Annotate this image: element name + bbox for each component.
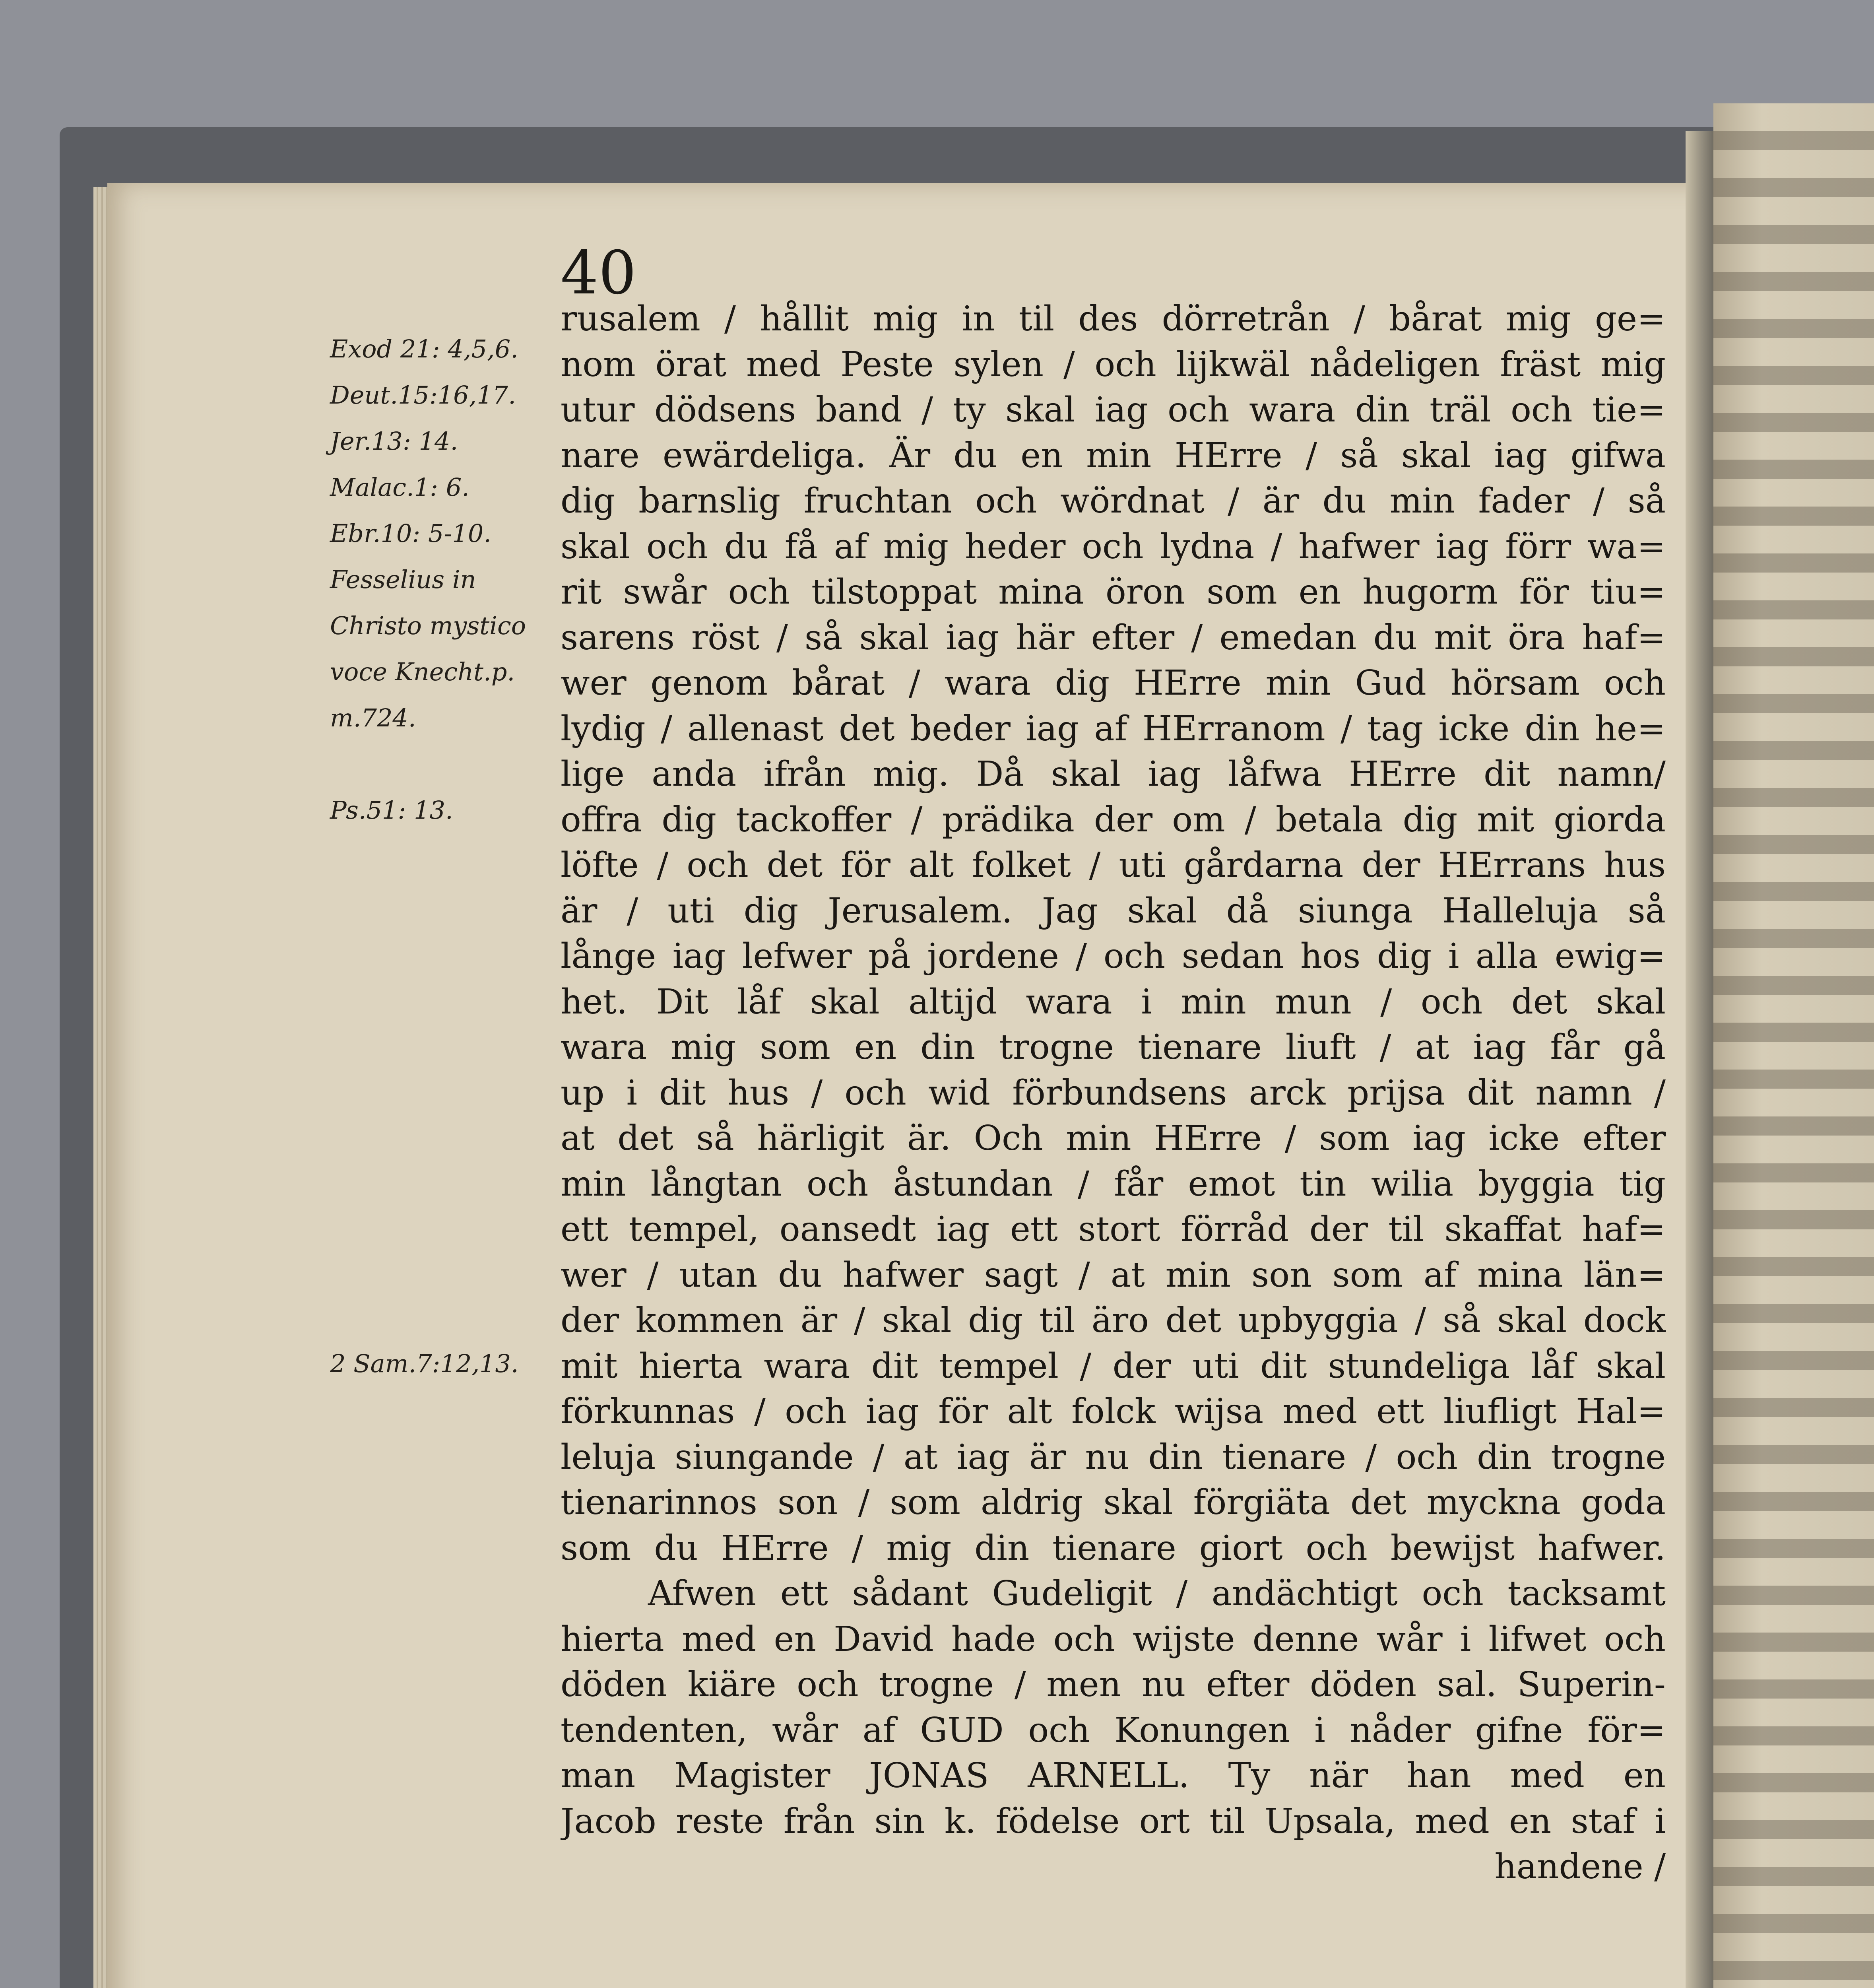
text-line: offra dig tackoffer / prädika der om / betala dig mit giorda: [561, 800, 1666, 840]
text-line: wer genom bårat / wara dig HErre min Gud hörsam och: [561, 663, 1666, 703]
text-line: dig barnslig fruchtan och wördnat / är du min fader / så: [561, 481, 1666, 521]
text-line: tienarinnos son / som aldrig skal förgiäta det myckna goda: [561, 1483, 1666, 1522]
text-line: sarens röst / så skal iag här efter / emedan du mit öra haf=: [561, 617, 1666, 658]
margin-note: Malac.1: 6.: [330, 473, 469, 502]
catchword-line: handene /: [1494, 1847, 1666, 1887]
text-line: wer / utan du hafwer sagt / at min son som af mina län=: [561, 1255, 1666, 1295]
text-line: man Magister JONAS ARNELL. Ty när han med en: [561, 1756, 1666, 1796]
text-line: långe iag lefwer på jordene / och sedan hos dig i alla ewig=: [561, 936, 1666, 976]
text-line: ett tempel, oansedt iag ett stort förråd der til skaffat haf=: [561, 1209, 1666, 1249]
text-line: Afwen ett sådant Gudeligit / andächtigt och tacksamt: [648, 1574, 1666, 1613]
main-text: [561, 296, 1666, 1890]
text-line: rusalem / hållit mig in til des dörretrån / bårat mig ge=: [561, 299, 1666, 339]
facing-page-edge: [1713, 103, 1874, 1988]
text-line: der kommen är / skal dig til äro det upbyggia / så skal dock: [561, 1301, 1666, 1340]
text-line: leluja siungande / at iag är nu din tienare / och din trogne: [561, 1437, 1666, 1477]
margin-note: Fesselius in: [330, 565, 476, 594]
margin-note: Jer.13: 14.: [330, 427, 458, 456]
text-line: tendenten, wår af GUD och Konungen i nåder gifne för=: [561, 1710, 1666, 1750]
text-line: är / uti dig Jerusalem. Jag skal då siunga Halleluja så: [561, 891, 1666, 931]
margin-note: Exod 21: 4,5,6.: [330, 334, 518, 363]
text-line: nom örat med Peste sylen / och lijkwäl nådeligen fräst mig: [561, 344, 1666, 384]
margin-note: Christo mystico: [330, 611, 526, 640]
page-number: 40: [561, 239, 636, 308]
text-line: löfte / och det för alt folket / uti gårdarna der HErrans hus: [561, 845, 1666, 885]
text-line: min långtan och åstundan / får emot tin wilia byggia tig: [561, 1164, 1666, 1204]
text-line: Jacob reste från sin k. födelse ort til Upsala, med en staf i: [561, 1801, 1666, 1841]
margin-note: Deut.15:16,17.: [330, 381, 516, 410]
text-line: utur dödsens band / ty skal iag och wara din träl och tie=: [561, 390, 1666, 430]
text-line: het. Dit låf skal altijd wara i min mun / och det skal: [561, 982, 1666, 1022]
text-line: up i dit hus / och wid förbundsens arck prijsa dit namn /: [561, 1073, 1666, 1113]
text-line: som du HErre / mig din tienare giort och bewijst hafwer.: [561, 1528, 1666, 1568]
text-line: hierta med en David hade och wijste denne wår i lifwet och: [561, 1619, 1666, 1659]
margin-note: Ps.51: 13.: [330, 796, 453, 825]
text-line: lige anda ifrån mig. Då skal iag låfwa HErre dit namn/: [561, 754, 1666, 794]
text-line: nare ewärdeliga. Är du en min HErre / så skal iag gifwa: [561, 435, 1666, 476]
text-line: mit hierta wara dit tempel / der uti dit stundeliga låf skal: [561, 1346, 1666, 1386]
text-line: wara mig som en din trogne tienare liuft / at iag får gå: [561, 1027, 1666, 1067]
margin-note: voce Knecht.p.: [330, 657, 515, 686]
text-line: döden kiäre och trogne / men nu efter döden sal. Superin-: [561, 1665, 1666, 1705]
margin-references: [330, 326, 568, 1387]
text-line: rit swår och tilstoppat mina öron som en hugorm för tiu=: [561, 572, 1666, 612]
margin-note: Ebr.10: 5-10.: [330, 519, 491, 548]
text-line: at det så härligit är. Och min HErre / som iag icke efter: [561, 1118, 1666, 1158]
text-line: förkunnas / och iag för alt folck wijsa med ett liufligt Hal=: [561, 1392, 1666, 1431]
margin-note: 2 Sam.7:12,13.: [330, 1349, 519, 1378]
text-line: lydig / allenast det beder iag af HErranom / tag icke din he=: [561, 709, 1666, 749]
margin-note: m.724.: [330, 703, 416, 732]
text-line: skal och du få af mig heder och lydna / hafwer iag förr wa=: [561, 526, 1666, 567]
